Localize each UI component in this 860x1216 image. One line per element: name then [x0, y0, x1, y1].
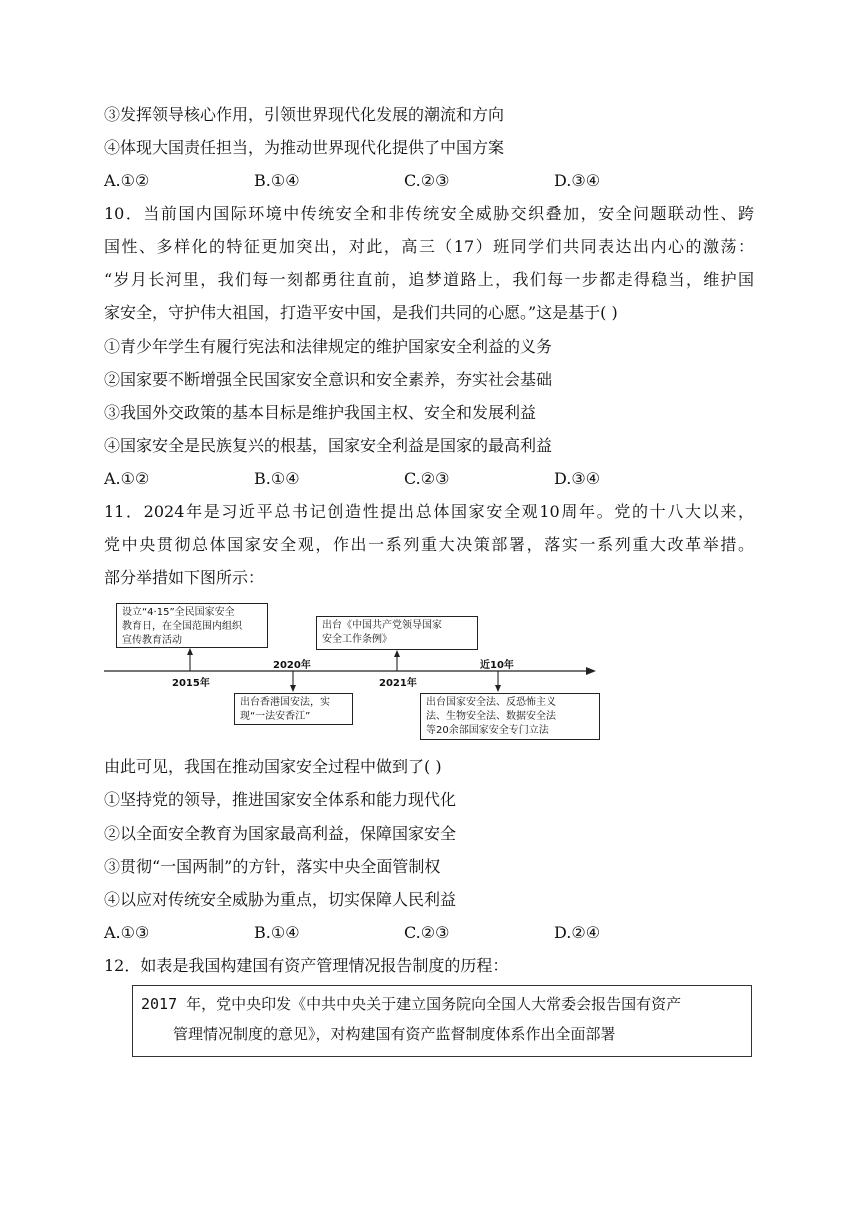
q9-options [104, 170, 664, 192]
timeline-label-2020: 2020年 [273, 660, 311, 671]
q11-item-3: ③贯彻“一国两制”的方针，落实中央全面管制权 [104, 857, 441, 876]
q9-option-c: C.②③ [404, 171, 450, 190]
q12-box-line-1: 2017 年，党中央印发《中共中央关于建立国务院向全国人大常委会报告国有资产 [141, 995, 682, 1013]
q11-options [104, 922, 664, 944]
q10-item-1: ①青少年学生有履行宪法和法律规定的维护国家安全利益的义务 [104, 337, 553, 356]
q9-item-3: ③发挥领导核心作用，引领世界现代化发展的潮流和方向 [104, 105, 505, 124]
timeline-label-10-years: 近10年 [480, 660, 514, 671]
q11-stem-line-1: 11．2024年是习近平总书记创造性提出总体国家安全观10周年。党的十八大以来， [104, 502, 754, 521]
q9-item-4: ④体现大国责任担当，为推动世界现代化提供了中国方案 [104, 138, 505, 157]
timeline-label-2021: 2021年 [379, 678, 417, 689]
q11-stem-line-2: 党中央贯彻总体国家安全观，作出一系列重大决策部署，落实一系列重大改革举措。 [104, 535, 754, 554]
timeline-figure [104, 600, 596, 746]
box-2020-line-1: 出台香港国安法，实 [240, 697, 330, 708]
box-2015-line-2: 教育日，在全国范围内组织 [122, 621, 242, 632]
q11-option-d: D.②④ [554, 923, 601, 942]
q10-option-d: D.③④ [554, 469, 601, 488]
box-10y-line-1: 出台国家安全法、反恐怖主义 [426, 697, 556, 708]
q12-box-line-2: 管理情况制度的意见》，对构建国有资产监督制度体系作出全面部署 [173, 1025, 616, 1043]
q12-stem: 12．如表是我国构建国有资产管理情况报告制度的历程： [104, 956, 509, 975]
box-2021-line-2: 安全工作条例》 [322, 634, 392, 645]
box-2015-line-1: 设立“4·15”全民国家安全 [122, 607, 235, 618]
q11-stem-line-3: 部分举措如下图所示： [104, 568, 265, 587]
q10-option-b: B.①④ [254, 469, 300, 488]
timeline-label-2015: 2015年 [172, 678, 210, 689]
q12-history-box [132, 985, 752, 1057]
q10-item-4: ④国家安全是民族复兴的根基，国家安全利益是国家的最高利益 [104, 436, 553, 455]
box-10y-line-2: 法、生物安全法、数据安全法 [426, 711, 556, 722]
q9-option-d: D.③④ [554, 171, 601, 190]
q11-item-4: ④以应对传统安全威胁为重点，切实保障人民利益 [104, 890, 457, 909]
q10-option-a: A.①② [104, 469, 150, 488]
q10-item-2: ②国家要不断增强全民国家安全意识和安全素养，夯实社会基础 [104, 370, 553, 389]
timeline-box-2015 [116, 603, 268, 648]
q11-option-c: C.②③ [404, 923, 450, 942]
q11-item-1: ①坚持党的领导，推进国家安全体系和能力现代化 [104, 790, 457, 809]
box-2020-line-2: 现“一法安香江” [240, 711, 311, 722]
q11-option-b: B.①④ [254, 923, 300, 942]
q10-stem-line-3: “岁月长河里，我们每一刻都勇往直前，追梦道路上，我们每一步都走得稳当，维护国 [104, 270, 754, 289]
timeline-box-10-years [420, 693, 600, 740]
box-2021-line-1: 出台《中国共产党领导国家 [322, 620, 442, 631]
timeline-box-2020 [234, 693, 353, 725]
q10-stem-line-4: 家安全，守护伟大祖国，打造平安中国，是我们共同的心愿。”这是基于( ) [104, 303, 618, 322]
q10-options [104, 468, 664, 490]
q11-option-a: A.①③ [104, 923, 150, 942]
q10-stem-line-2: 国性、多样化的特征更加突出，对此，高三（17）班同学们共同表达出内心的激荡： [104, 237, 754, 256]
q9-option-b: B.①④ [254, 171, 300, 190]
q9-option-a: A.①② [104, 171, 150, 190]
q10-item-3: ③我国外交政策的基本目标是维护我国主权、安全和发展利益 [104, 403, 537, 422]
box-2015-line-3: 宣传教育活动 [122, 635, 182, 646]
box-10y-line-3: 等20余部国家安全专门立法 [426, 725, 549, 736]
q10-option-c: C.②③ [404, 469, 450, 488]
timeline-box-2021 [316, 616, 478, 650]
q11-question: 由此可见，我国在推动国家安全过程中做到了( ) [104, 757, 442, 776]
q10-stem-line-1: 10．当前国内国际环境中传统安全和非传统安全威胁交织叠加，安全问题联动性、跨 [104, 204, 754, 223]
q11-item-2: ②以全面安全教育为国家最高利益，保障国家安全 [104, 824, 457, 843]
